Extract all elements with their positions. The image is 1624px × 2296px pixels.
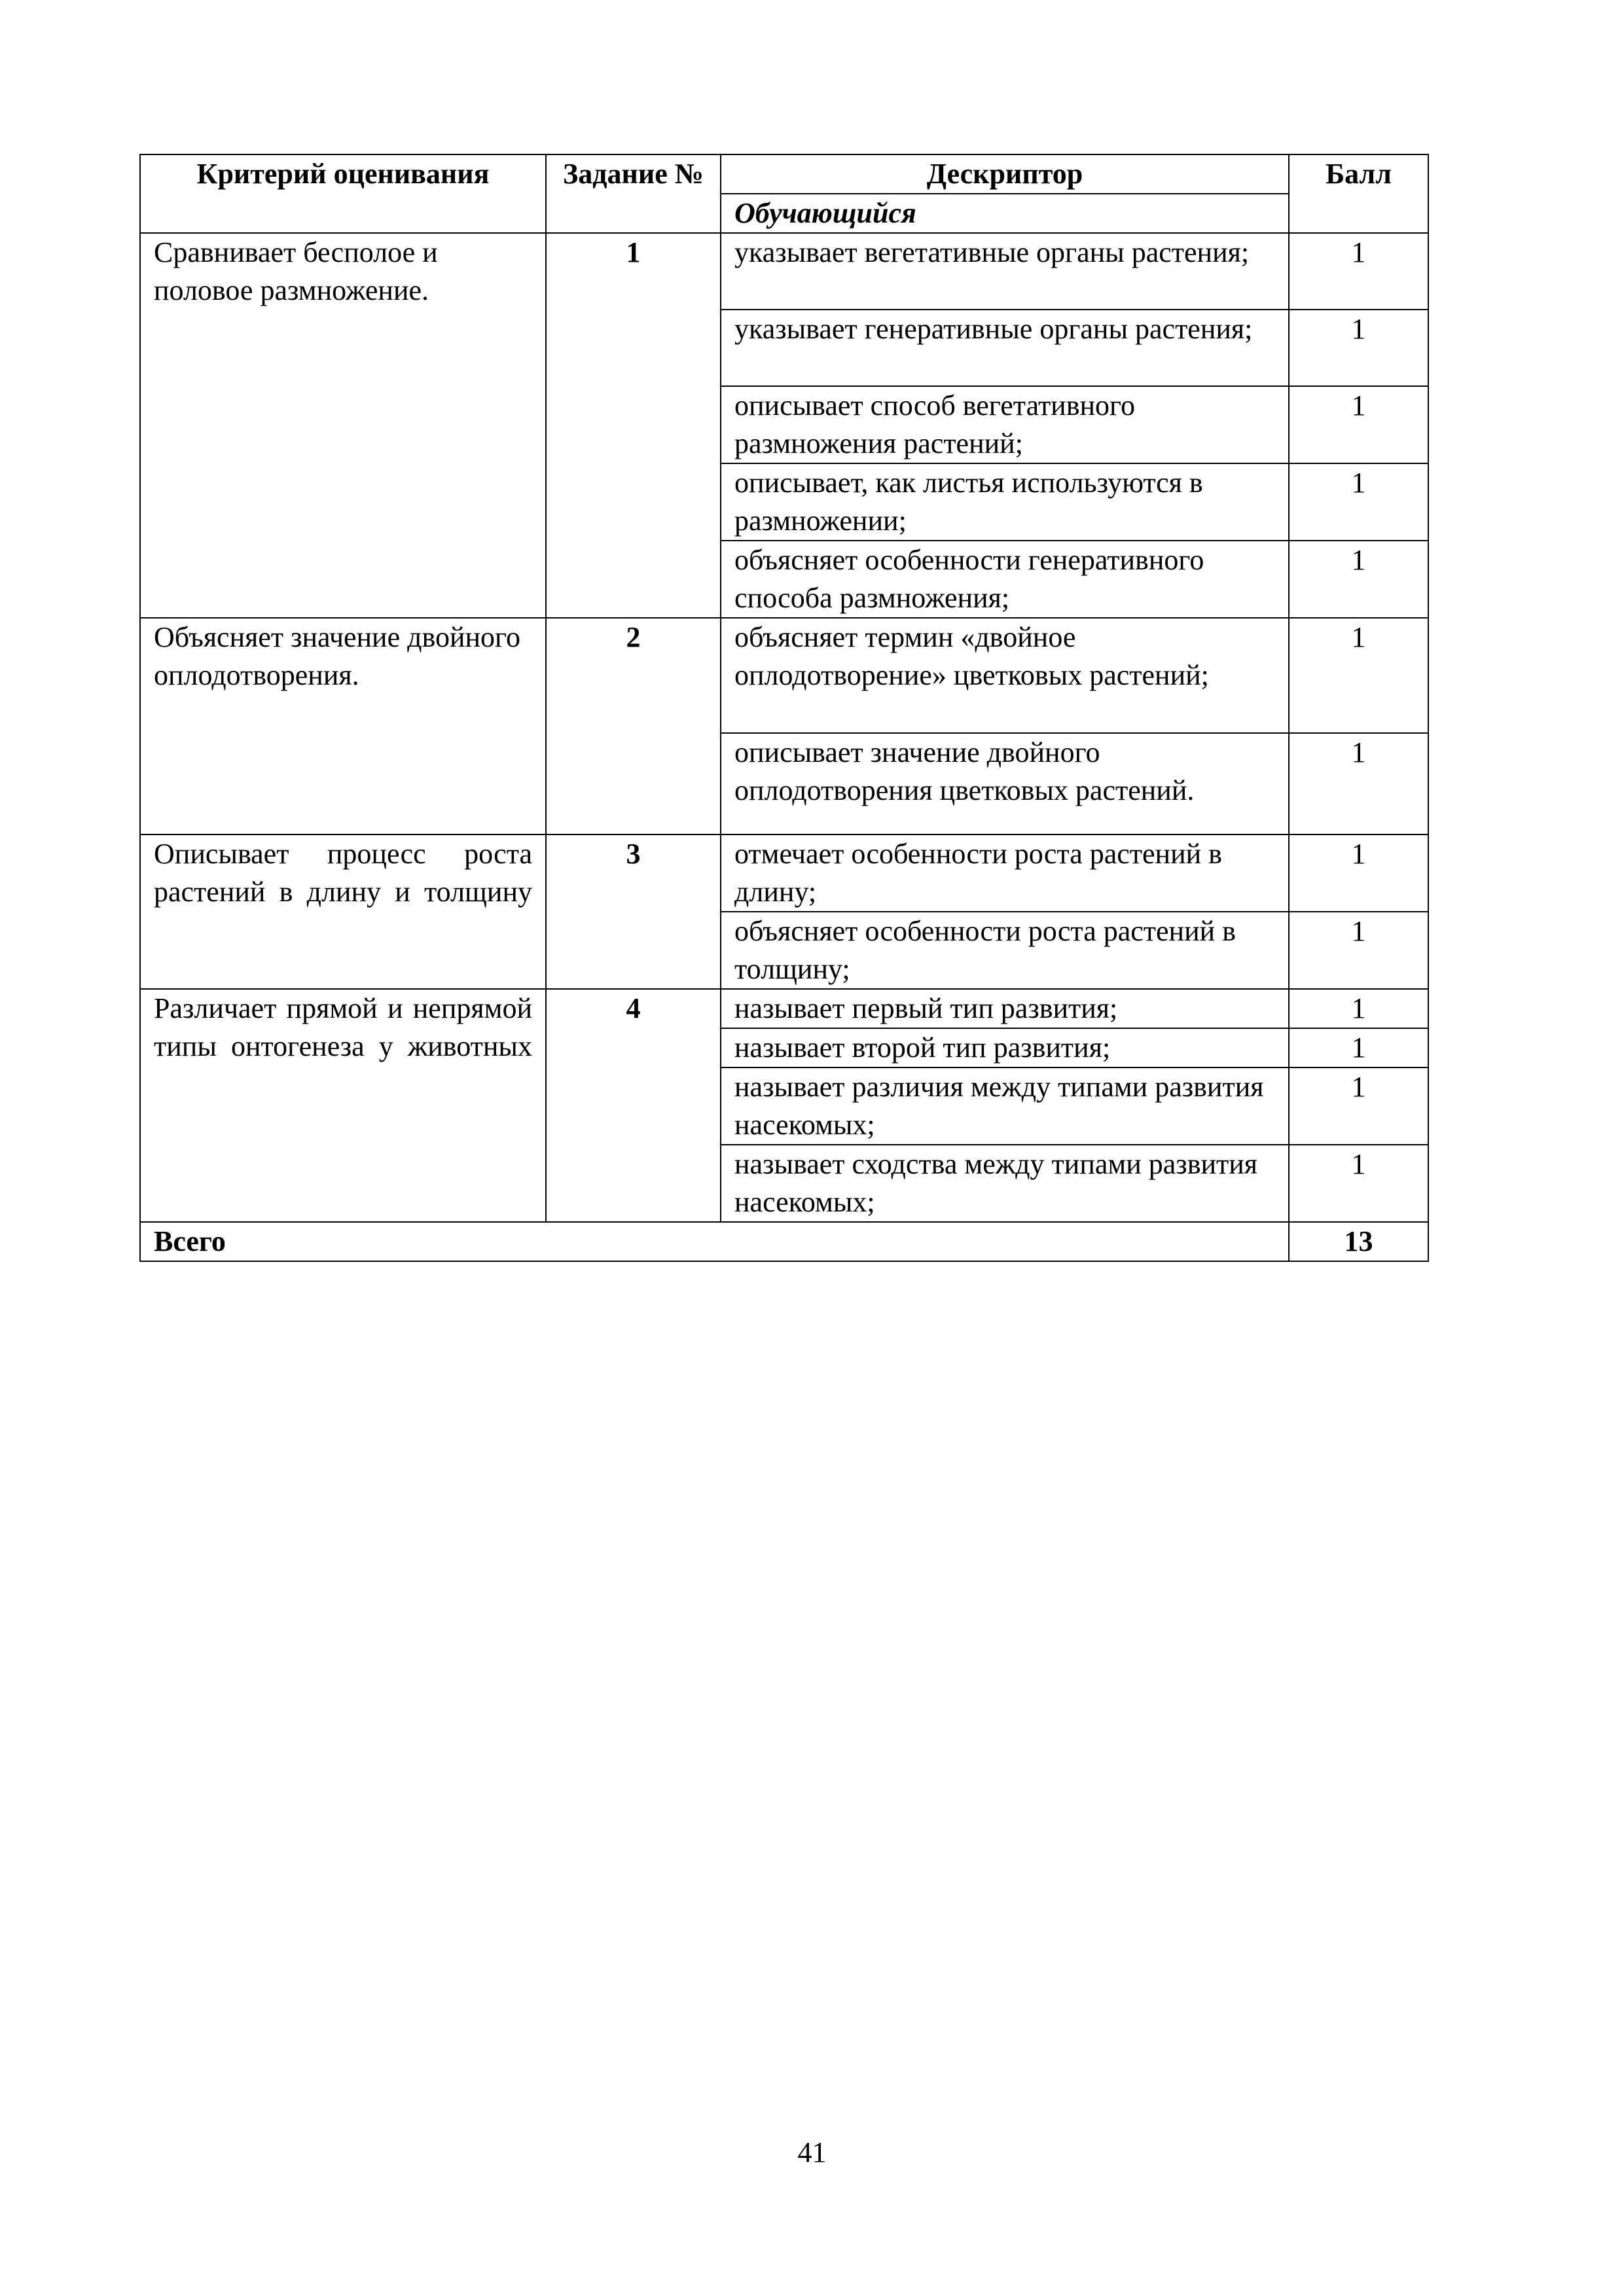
task-number-cell: 2 [546,618,721,834]
descriptor-cell: объясняет термин «двойное оплодотворение» цветковых растений; [721,618,1289,733]
descriptor-cell: описывает способ вегетативного размножения растений; [721,386,1289,463]
total-label: Всего [140,1222,1289,1261]
total-row [140,1222,1428,1261]
task-number-cell: 1 [546,233,721,618]
table-row [140,618,1428,733]
descriptor-cell: указывает вегетативные органы растения; [721,233,1289,310]
table-row [140,233,1428,310]
header-descriptor: Дескриптор [721,154,1289,194]
total-score: 13 [1289,1222,1428,1261]
assessment-rubric-table [139,154,1429,1262]
header-descriptor-sub: Обучающийся [721,194,1289,233]
header-row [140,154,1428,194]
score-cell: 1 [1289,733,1428,834]
descriptor-cell: описывает значение двойного оплодотворения цветковых растений. [721,733,1289,834]
criterion-cell: Сравнивает бесполое и половое размножение. [140,233,546,618]
score-cell: 1 [1289,233,1428,310]
table-row [140,834,1428,912]
descriptor-cell: объясняет особенности роста растений в толщину; [721,912,1289,989]
criterion-cell: Объясняет значение двойного оплодотворения. [140,618,546,834]
header-task: Задание № [546,154,721,233]
score-cell: 1 [1289,541,1428,618]
score-cell: 1 [1289,912,1428,989]
descriptor-cell: описывает, как листья используются в размножении; [721,463,1289,541]
header-score: Балл [1289,154,1428,233]
score-cell: 1 [1289,1067,1428,1145]
table-row [140,989,1428,1028]
score-cell: 1 [1289,834,1428,912]
descriptor-cell: называет второй тип развития; [721,1028,1289,1067]
task-number-cell: 3 [546,834,721,989]
score-cell: 1 [1289,310,1428,386]
page-number: 41 [797,2136,827,2168]
descriptor-cell: объясняет особенности генеративного способа размножения; [721,541,1289,618]
score-cell: 1 [1289,1145,1428,1222]
descriptor-cell: называет первый тип развития; [721,989,1289,1028]
descriptor-cell: отмечает особенности роста растений в длину; [721,834,1289,912]
score-cell: 1 [1289,386,1428,463]
score-cell: 1 [1289,989,1428,1028]
criterion-cell: Описывает процесс роста растений в длину и толщину [140,834,546,989]
descriptor-cell: указывает генеративные органы растения; [721,310,1289,386]
score-cell: 1 [1289,1028,1428,1067]
task-number-cell: 4 [546,989,721,1222]
score-cell: 1 [1289,618,1428,733]
descriptor-cell: называет различия между типами развития насекомых; [721,1067,1289,1145]
score-cell: 1 [1289,463,1428,541]
header-criterion: Критерий оценивания [140,154,546,233]
descriptor-cell: называет сходства между типами развития насекомых; [721,1145,1289,1222]
criterion-cell: Различает прямой и непрямой типы онтогенеза у животных [140,989,546,1222]
